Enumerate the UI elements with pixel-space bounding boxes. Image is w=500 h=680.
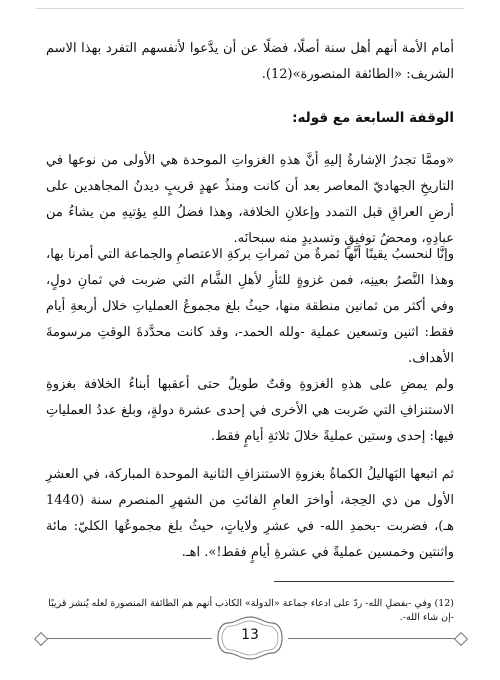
ornament-line-right xyxy=(288,638,460,639)
page-number: 13 xyxy=(241,627,259,643)
section-heading: الوقفة السابعة مع قوله: xyxy=(292,110,454,126)
ornament-line-left xyxy=(40,638,212,639)
quote-paragraph-1: «وممَّا تجدرُ الإشارةُ إليهِ أنَّ هذهِ الغزواتِ الموحدة هي الأولى من نوعها في التاريخِ الجهاديّ المعاصر بعد أن كانت ومنذُ عهدٍ قريبٍ ديدنُ المجاهدين على أرضِ العراقِ قبل التمدد وإعلانِ الخلافة، وهذا فضلُ اللهِ يؤتيهِ من يشاءُ من عبادِهِ، ومحضُ توفيقٍ وتسديدٍ منه سبحانَه. xyxy=(46,153,454,246)
quote-paragraph-4: ثم اتبعها البَهاليلُ الكماةُ بغزوةِ الاستنزافِ الثانية الموحدة المباركة، في العشرِ الأول من ذي الحِجة، أواخرَ العامِ الفائتِ من الشهرِ المنصرم سنة (1440 هـ)، فضربت -بحمدِ الله- في عشرِ ولاياتٍ، حيثُ بلغ مجموعُها الكليّ: مائة واثنتين وخمسين عمليةً في عشرةِ أيامٍ فقط!». اهـ. xyxy=(46,467,454,560)
quote-paragraph-2: وإنَّا لنحسبُ يقينًا أنَّها ثمرةٌ من ثمراتِ بركةِ الاعتصامِ والجماعة التي أمرنا بها، وهذا النَّصرُ بعينِه، فمن غزوةٍ للثأرِ لأهلِ الشَّام التي ضربت في ثمانِ دولٍ، وفي أكثر من ثمانين منطقة منها، حيثُ بلغ مجموعُ العملياتِ خلال أربعةِ أيام فقط: اثنين وتسعين عملية -ولله الحمد-، وقد كانت محدَّدةَ الوقتِ مرسومةَ الأهداف. xyxy=(46,247,454,366)
ornament-diamond-right xyxy=(454,632,468,646)
ornament-diamond-left xyxy=(34,632,48,646)
quote-paragraph-3: ولم يمضِ على هذهِ الغزوةِ وقتٌ طويلٌ حتى أعقبها أبناءُ الخلافة بغزوةِ الاستنزافِ التي ضَربت هي الأخرى في إحدى عشرة دولةٍ، وبلغ عددُ العملياتِ فيها: إحدى وستين عمليةً خلالَ ثلاثةِ أيامٍ فقط. xyxy=(46,377,454,444)
footnote-text: (12) وفي -بفضلِ الله- ردّ على ادعاء جماعة «الدولة» الكاذب أنهم هم الطائفة المنصورة لعله يُنشر قريبًا -إن شاء الله-. xyxy=(48,598,454,623)
intro-paragraph: أمام الأمة أنهم أهل سنة أصلًا، فضلًا عن أن يدَّعوا لأنفسهم التفرد بهذا الاسم الشريف: «الطائفة المنصورة»(12). xyxy=(46,41,454,82)
page-top-border xyxy=(36,8,464,23)
page-number-ornament xyxy=(216,615,284,661)
footnote-separator xyxy=(274,581,454,582)
